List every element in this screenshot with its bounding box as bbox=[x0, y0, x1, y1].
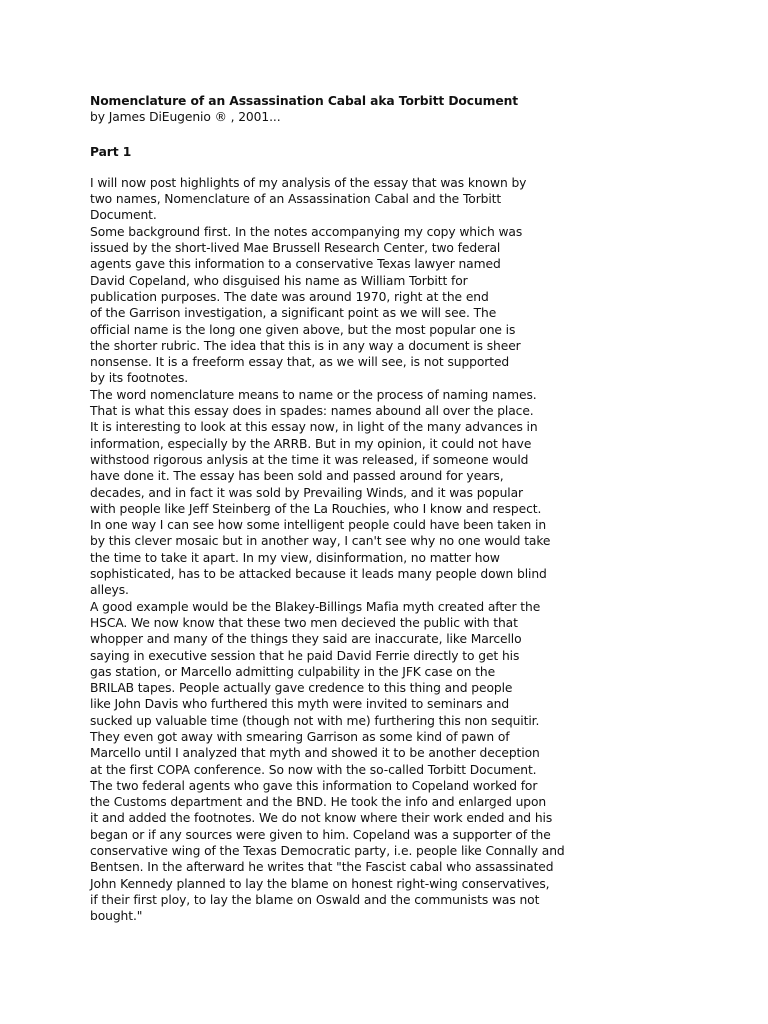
text-line: Some background first. In the notes accompanying my copy which was bbox=[90, 224, 523, 239]
text-line: began or if any sources were given to him. Copeland was a supporter of the bbox=[90, 827, 551, 842]
text-line: A good example would be the Blakey-Billings Mafia myth created after the bbox=[90, 599, 541, 614]
text-line: That is what this essay does in spades: names abound all over the place. bbox=[90, 404, 534, 419]
document-title: Nomenclature of an Assassination Cabal aka Torbitt Document bbox=[90, 94, 518, 108]
text-line: if their first ploy, to lay the blame on Oswald and the communists was not bbox=[90, 892, 540, 907]
text-line: John Kennedy planned to lay the blame on honest right-wing conservatives, bbox=[90, 876, 550, 891]
text-line: decades, and in fact it was sold by Prevailing Winds, and it was popular bbox=[90, 485, 523, 500]
text-line: conservative wing of the Texas Democratic party, i.e. people like Connally and bbox=[90, 844, 565, 859]
part-heading: Part 1 bbox=[90, 144, 132, 159]
text-line: publication purposes. The date was around 1970, right at the end bbox=[90, 289, 489, 304]
text-line: The two federal agents who gave this information to Copeland worked for bbox=[90, 778, 538, 793]
text-line: the shorter rubric. The idea that this is in any way a document is sheer bbox=[90, 338, 521, 353]
body-text bbox=[90, 175, 565, 925]
text-line: Marcello until I analyzed that myth and showed it to be another deception bbox=[90, 746, 540, 761]
text-line: two names, Nomenclature of an Assassination Cabal and the Torbitt bbox=[90, 192, 502, 207]
text-line: bought." bbox=[90, 909, 143, 924]
text-line: Document. bbox=[90, 208, 157, 223]
text-line: official name is the long one given above, but the most popular one is bbox=[90, 322, 516, 337]
text-line: information, especially by the ARRB. But in my opinion, it could not have bbox=[90, 436, 532, 451]
text-line: saying in executive session that he paid David Ferrie directly to get his bbox=[90, 648, 520, 663]
text-line: They even got away with smearing Garrison as some kind of pawn of bbox=[90, 729, 510, 744]
text-line: HSCA. We now know that these two men decieved the public with that bbox=[90, 615, 518, 630]
text-line: it and added the footnotes. We do not know where their work ended and his bbox=[90, 811, 553, 826]
text-line: The word nomenclature means to name or the process of naming names. bbox=[90, 387, 537, 402]
text-line: of the Garrison investigation, a significant point as we will see. The bbox=[90, 306, 497, 321]
text-line: the time to take it apart. In my view, disinformation, no matter how bbox=[90, 550, 500, 565]
text-line: with people like Jeff Steinberg of the La Rouchies, who I know and respect. bbox=[90, 501, 542, 516]
text-line: by its footnotes. bbox=[90, 371, 189, 386]
document-page bbox=[90, 93, 565, 925]
text-line: It is interesting to look at this essay now, in light of the many advances in bbox=[90, 420, 538, 435]
text-line: nonsense. It is a freeform essay that, as we will see, is not supported bbox=[90, 355, 510, 370]
text-line: Bentsen. In the afterward he writes that "the Fascist cabal who assassinated bbox=[90, 860, 554, 875]
text-line: gas station, or Marcello admitting culpability in the JFK case on the bbox=[90, 664, 496, 679]
text-line: In one way I can see how some intelligent people could have been taken in bbox=[90, 518, 547, 533]
text-line: BRILAB tapes. People actually gave credence to this thing and people bbox=[90, 681, 513, 696]
text-line: like John Davis who furthered this myth were invited to seminars and bbox=[90, 697, 510, 712]
text-line: I will now post highlights of my analysis of the essay that was known by bbox=[90, 175, 527, 190]
text-line: by this clever mosaic but in another way, I can't see why no one would take bbox=[90, 534, 551, 549]
text-line: at the first COPA conference. So now with the so-called Torbitt Document. bbox=[90, 762, 537, 777]
text-line: have done it. The essay has been sold and passed around for years, bbox=[90, 469, 504, 484]
text-line: sophisticated, has to be attacked because it leads many people down blind bbox=[90, 567, 547, 582]
document-byline: by James DiEugenio ® , 2001... bbox=[90, 110, 281, 125]
text-line: David Copeland, who disguised his name as William Torbitt for bbox=[90, 273, 468, 288]
text-line: sucked up valuable time (though not with me) furthering this non sequitir. bbox=[90, 713, 540, 728]
text-line: withstood rigorous anlysis at the time it was released, if someone would bbox=[90, 452, 529, 467]
text-line: alleys. bbox=[90, 583, 129, 598]
text-line: whopper and many of the things they said are inaccurate, like Marcello bbox=[90, 632, 522, 647]
text-line: issued by the short-lived Mae Brussell Research Center, two federal bbox=[90, 241, 501, 256]
text-line: the Customs department and the BND. He took the info and enlarged upon bbox=[90, 795, 547, 810]
text-line: agents gave this information to a conservative Texas lawyer named bbox=[90, 257, 501, 272]
